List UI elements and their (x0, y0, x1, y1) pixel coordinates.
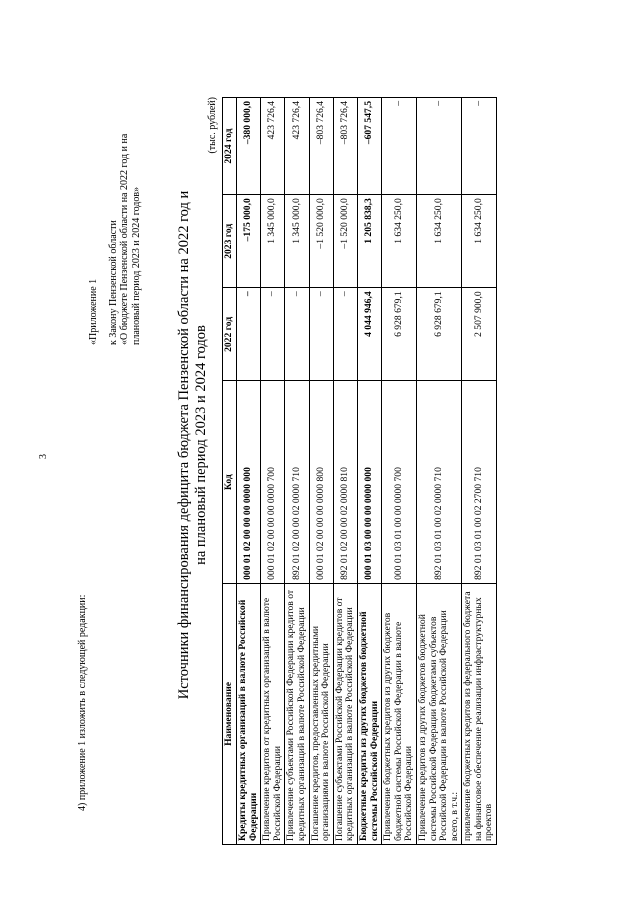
header-year-2022: 2022 год (223, 288, 237, 381)
row-code: 000 01 03 00 00 00 0000 000 (357, 381, 381, 583)
intro-line: 4) приложение 1 изложить в следующей редакции: (77, 594, 88, 811)
header-code: Код (223, 381, 237, 583)
row-code: 892 01 03 01 00 02 2700 710 (462, 381, 497, 583)
title-line-2: на плановый период 2023 и 2024 годов (193, 325, 209, 565)
row-value-2022: – (237, 288, 261, 381)
header-year-2024: 2024 год (223, 98, 237, 195)
row-value-2023: –1 520 000,0 (333, 195, 357, 288)
row-value-2023: 1 634 250,0 (382, 195, 417, 288)
row-name: Привлечение кредитов из других бюджетов бюджетной системы Российской Федерации бюджетами субъектов Российской Федерации в валюте Российской Федерации всего, в т.ч.: (416, 583, 461, 844)
table-body (237, 98, 497, 845)
row-value-2022: – (285, 288, 309, 381)
row-value-2023: 1 205 838,3 (357, 195, 381, 288)
row-value-2023: –175 000,0 (237, 195, 261, 288)
row-value-2022: – (333, 288, 357, 381)
row-value-2024: –607 547,5 (357, 98, 381, 195)
row-code: 000 01 02 00 00 00 0000 700 (261, 381, 285, 583)
row-value-2022: 6 928 679,1 (416, 288, 461, 381)
row-value-2022: – (309, 288, 333, 381)
row-value-2024: –803 726,4 (309, 98, 333, 195)
table-row (285, 98, 309, 845)
row-value-2022: 2 507 900,0 (462, 288, 497, 381)
table-row (309, 98, 333, 845)
row-value-2024: – (416, 98, 461, 195)
document-title (176, 105, 210, 785)
table-row (333, 98, 357, 845)
row-name: привлечение бюджетных кредитов из федерального бюджета на финансовое обеспечение реализации инфраструктурных проектов (462, 583, 497, 844)
table-row (462, 98, 497, 845)
row-code: 000 01 02 00 00 00 0000 800 (309, 381, 333, 583)
row-value-2023: 1 634 250,0 (416, 195, 461, 288)
row-value-2024: – (382, 98, 417, 195)
table-header-row (223, 98, 237, 845)
table-row (237, 98, 261, 845)
appendix-line-3: «О бюджете Пензенской области на 2022 год и на (119, 133, 130, 345)
header-year-2023: 2023 год (223, 195, 237, 288)
row-value-2024: 423 726,4 (285, 98, 309, 195)
row-value-2024: 423 726,4 (261, 98, 285, 195)
row-value-2024: –803 726,4 (333, 98, 357, 195)
row-name: Кредиты кредитных организаций в валюте Российской Федерации (237, 583, 261, 844)
row-code: 892 01 03 01 00 02 0000 710 (416, 381, 461, 583)
row-name: Погашение кредитов, предоставленных кредитными организациями в валюте Российской Федерации (309, 583, 333, 844)
row-code: 892 01 02 00 00 02 0000 810 (333, 381, 357, 583)
row-value-2022: 6 928 679,1 (382, 288, 417, 381)
row-code: 000 01 02 00 00 00 0000 000 (237, 381, 261, 583)
row-value-2022: 4 044 946,4 (357, 288, 381, 381)
appendix-line-2: к Закону Пензенской области (107, 220, 119, 345)
table-row (261, 98, 285, 845)
units-label: (тыс. рублей) (207, 97, 218, 154)
row-value-2022: – (261, 288, 285, 381)
row-value-2024: – (462, 98, 497, 195)
row-value-2023: 1 634 250,0 (462, 195, 497, 288)
row-name: Привлечение субъектами Российской Федерации кредитов от кредитных организаций в валюте Российской Федерации (285, 583, 309, 844)
header-name: Наименование (223, 583, 237, 844)
page-number: 3 (38, 454, 49, 459)
row-name: Привлечение кредитов от кредитных организаций в валюте Российской Федерации (261, 583, 285, 844)
financing-sources-table (222, 97, 497, 845)
row-name: Бюджетные кредиты из других бюджетов бюджетной системы Российской Федерации (357, 583, 381, 844)
row-value-2024: –380 000,0 (237, 98, 261, 195)
appendix-line-4: плановый период 2023 и 2024 годов» (130, 186, 142, 345)
table-row (416, 98, 461, 845)
appendix-line-1: «Приложение 1 (88, 278, 99, 345)
row-code: 000 01 03 01 00 00 0000 700 (382, 381, 417, 583)
appendix-reference (88, 65, 142, 345)
table-row (382, 98, 417, 845)
row-value-2023: 1 345 000,0 (285, 195, 309, 288)
row-value-2023: –1 520 000,0 (309, 195, 333, 288)
row-name: Погашение субъектами Российской Федерации кредитов от кредитных организаций в валюте Российской Федерации (333, 583, 357, 844)
title-line-1: Источники финансирования дефицита бюджета Пензенской области на 2022 год и (176, 190, 192, 700)
table-row (357, 98, 381, 845)
row-code: 892 01 02 00 00 02 0000 710 (285, 381, 309, 583)
row-name: Привлечение бюджетных кредитов из других бюджетов бюджетной системы Российской Федерации в валюте Российской Федерации (382, 583, 417, 844)
row-value-2023: 1 345 000,0 (261, 195, 285, 288)
